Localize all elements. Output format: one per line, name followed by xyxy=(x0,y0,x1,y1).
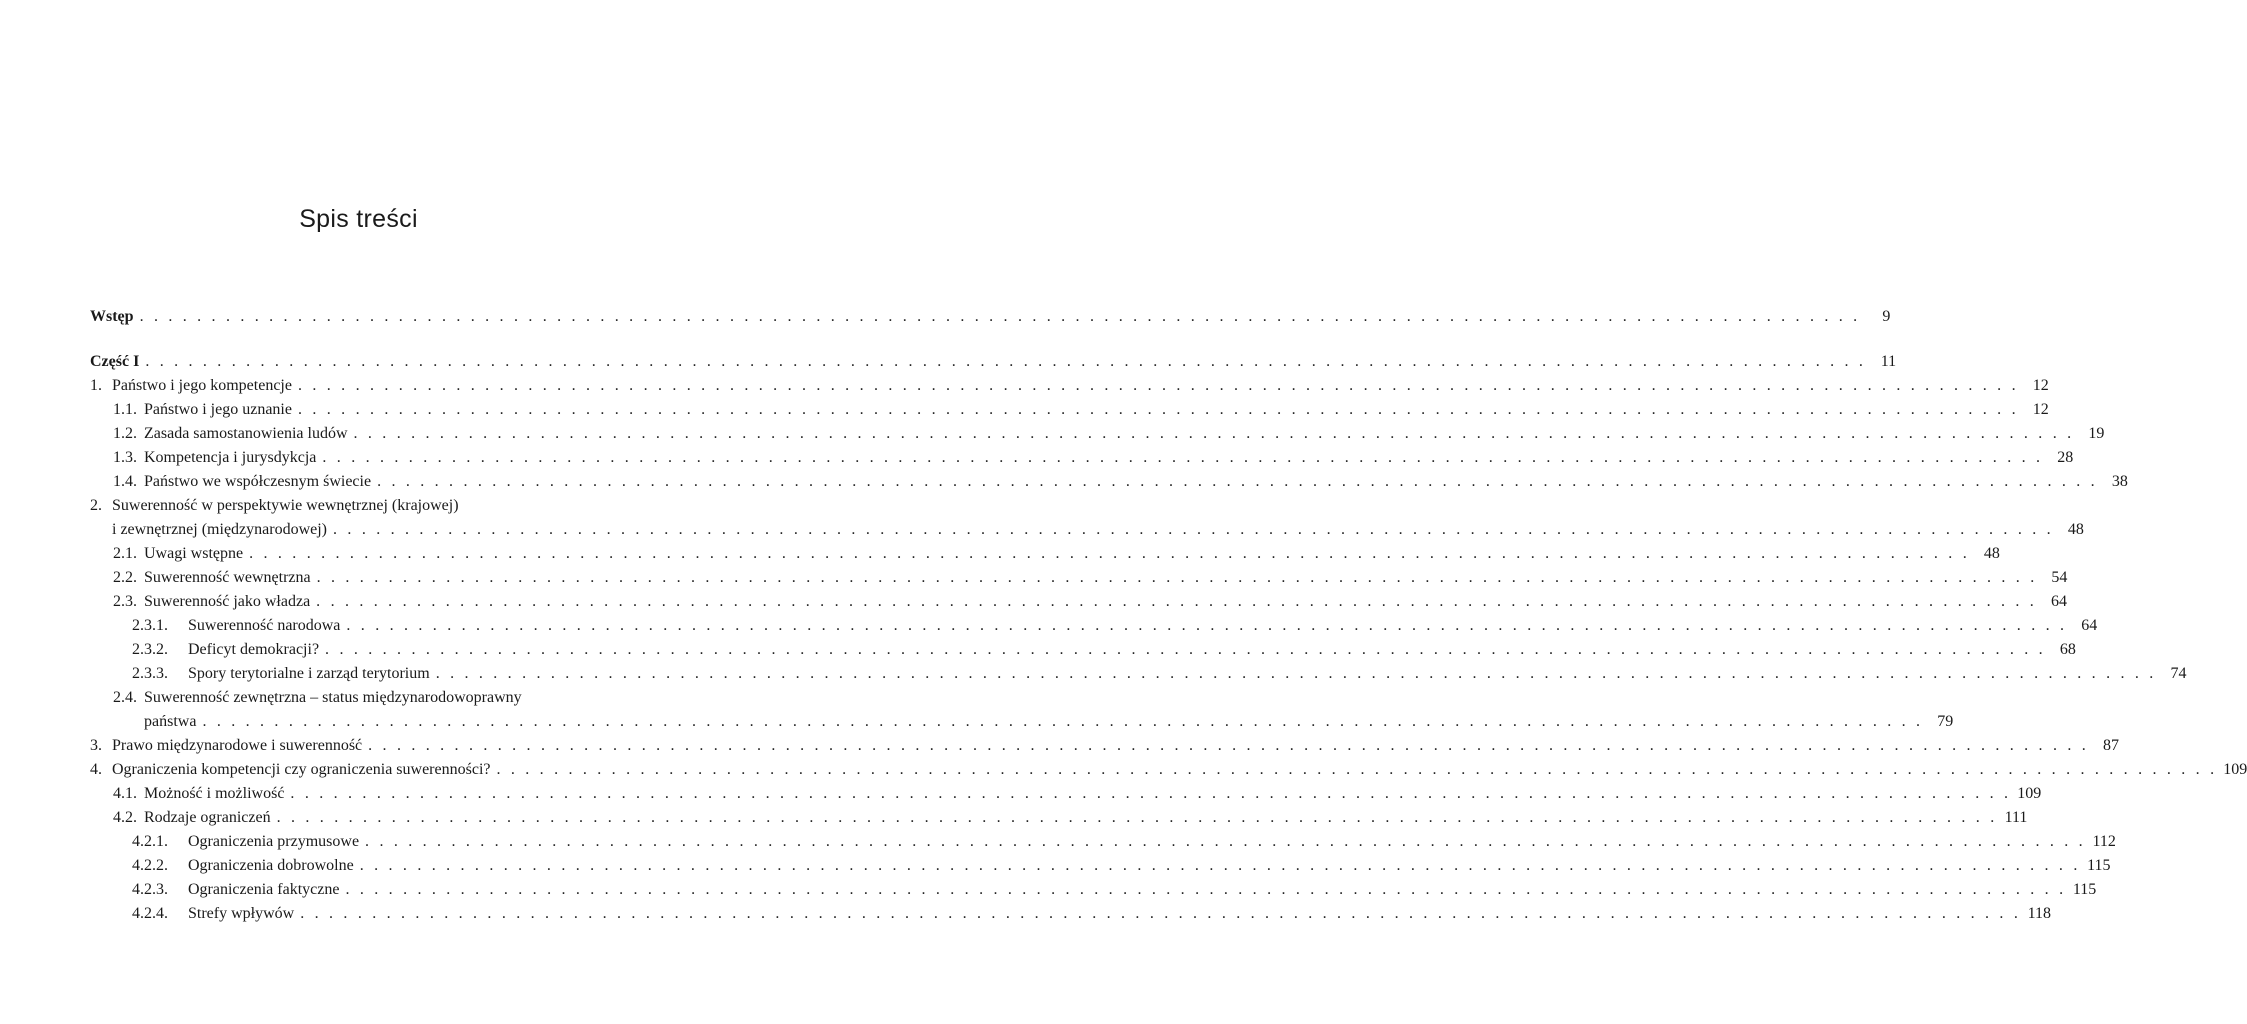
dot-leader: . . . . . . . . . . . . . . . . . . . . . . . . . . . . . . . . . . . . . . . . . . . . . . . . . . . . . . . . . . . . . . . . . . . . . . . . . . . . . . . . . . . . . . . . . . . . . . . . . . . . . . . . . . . . . . . . . . . . . . . . xyxy=(325,641,2046,658)
toc-entry-page-number: 74 xyxy=(2170,665,2187,682)
dot-leader: . . . . . . . . . . . . . . . . . . . . . . . . . . . . . . . . . . . . . . . . . . . . . . . . . . . . . . . . . . . . . . . . . . . . . . . . . . . . . . . . . . . . . . . . . . . . . . . . . . . . . . . . . . . . . . . . . . . . . . . . xyxy=(496,761,2218,778)
dot-leader: . . . . . . . . . . . . . . . . . . . . . . . . . . . . . . . . . . . . . . . . . . . . . . . . . . . . . . . . . . . . . . . . . . . . . . . . . . . . . . . . . . . . . . . . . . . . . . . . . . . . . . . . . . . . . . . . . . . . . . . . xyxy=(333,521,2054,538)
toc-entry xyxy=(90,470,2128,494)
toc-entry xyxy=(90,542,2000,566)
toc-entry xyxy=(90,854,2111,878)
toc-entry xyxy=(90,305,1891,329)
toc-entry-number: 2.4. xyxy=(113,689,137,706)
toc-entry-title-line1: Suwerenność w perspektywie wewnętrznej (krajowej) xyxy=(112,497,459,514)
toc-entry-number: 4.2.3. xyxy=(132,881,168,898)
toc-entry xyxy=(90,422,2105,446)
toc-entry-page-number: 12 xyxy=(2032,401,2049,418)
toc-entry-title: Możność i możliwość xyxy=(144,785,285,802)
dot-leader: . . . . . . . . . . . . . . . . . . . . . . . . . . . . . . . . . . . . . . . . . . . . . . . . . . . . . . . . . . . . . . . . . . . . . . . . . . . . . . . . . . . . . . . . . . . . . . . . . . . . . . . . . . . . . . . . . . . . . . . . xyxy=(316,569,2038,586)
dot-leader: . . . . . . . . . . . . . . . . . . . . . . . . . . . . . . . . . . . . . . . . . . . . . . . . . . . . . . . . . . . . . . . . . . . . . . . . . . . . . . . . . . . . . . . . . . . . . . . . . . . . . . . . . . . . . . . . . . . . . . . . xyxy=(145,353,1867,370)
toc-entry-title: Suwerenność wewnętrzna xyxy=(144,569,311,586)
table-of-contents xyxy=(90,305,2247,926)
toc-entry-title: Ograniczenia przymusowe xyxy=(188,833,360,850)
toc-entry xyxy=(90,590,2067,614)
toc-entry-page-number: 79 xyxy=(1937,713,1954,730)
toc-entry-number: 1.2. xyxy=(113,425,137,442)
toc-entry-page-number: 11 xyxy=(1880,353,1897,370)
toc-entry-page-number: 64 xyxy=(2081,617,2098,634)
toc-entry-title: Ograniczenia kompetencji czy ograniczenia suwerenności? xyxy=(112,761,491,778)
toc-entry-number: 2.3.3. xyxy=(132,665,168,682)
dot-leader: . . . . . . . . . . . . . . . . . . . . . . . . . . . . . . . . . . . . . . . . . . . . . . . . . . . . . . . . . . . . . . . . . . . . . . . . . . . . . . . . . . . . . . . . . . . . . . . . . . . . . . . . . . . . . . . . . . . . . . . . xyxy=(346,617,2068,634)
dot-leader: . . . . . . . . . . . . . . . . . . . . . . . . . . . . . . . . . . . . . . . . . . . . . . . . . . . . . . . . . . . . . . . . . . . . . . . . . . . . . . . . . . . . . . . . . . . . . . . . . . . . . . . . . . . . . . . . . . . . . . . . xyxy=(316,593,2037,610)
toc-entry xyxy=(90,662,2187,686)
toc-entry xyxy=(90,734,2119,758)
toc-entry-number: 2.3.2. xyxy=(132,641,168,658)
toc-entry xyxy=(90,446,2074,470)
toc-entry xyxy=(90,830,2116,854)
toc-entry xyxy=(90,566,2068,590)
toc-entry-title: Spory terytorialne i zarząd terytorium xyxy=(188,665,430,682)
dot-leader: . . . . . . . . . . . . . . . . . . . . . . . . . . . . . . . . . . . . . . . . . . . . . . . . . . . . . . . . . . . . . . . . . . . . . . . . . . . . . . . . . . . . . . . . . . . . . . . . . . . . . . . . . . . . . . . . . . . . . . . . xyxy=(300,905,2022,922)
toc-entry-page-number: 118 xyxy=(2027,905,2052,922)
toc-entry xyxy=(90,398,2049,422)
dot-leader: . . . . . . . . . . . . . . . . . . . . . . . . . . . . . . . . . . . . . . . . . . . . . . . . . . . . . . . . . . . . . . . . . . . . . . . . . . . . . . . . . . . . . . . . . . . . . . . . . . . . . . . . . . . . . . . . . . . . . . . . xyxy=(249,545,1970,562)
toc-entry xyxy=(90,686,1954,734)
toc-entry-number: 1.4. xyxy=(113,473,137,490)
toc-entry-number: 2.1. xyxy=(113,545,137,562)
toc-entry-page-number: 19 xyxy=(2088,425,2105,442)
toc-entry-title: Deficyt demokracji? xyxy=(188,641,320,658)
page-title: Spis treści xyxy=(299,205,418,233)
toc-entry xyxy=(90,782,2042,806)
toc-entry-page-number: 38 xyxy=(2111,473,2128,490)
toc-entry-title: i zewnętrznej (międzynarodowej) xyxy=(112,521,328,538)
toc-entry-page-number: 87 xyxy=(2102,737,2119,754)
toc-entry-first-line xyxy=(113,686,627,710)
toc-entry-title: Państwo we współczesnym świecie xyxy=(144,473,372,490)
toc-entry-number: 2.2. xyxy=(113,569,137,586)
toc-entry-page-number: 48 xyxy=(2067,521,2084,538)
dot-leader: . . . . . . . . . . . . . . . . . . . . . . . . . . . . . . . . . . . . . . . . . . . . . . . . . . . . . . . . . . . . . . . . . . . . . . . . . . . . . . . . . . . . . . . . . . . . . . . . . . . . . . . . . . . . . . . . . . . . . . . . xyxy=(290,785,2012,802)
dot-leader: . . . . . . . . . . . . . . . . . . . . . . . . . . . . . . . . . . . . . . . . . . . . . . . . . . . . . . . . . . . . . . . . . . . . . . . . . . . . . . . . . . . . . . . . . . . . . . . . . . . . . . . . . . . . . . . . . . . . . . . . xyxy=(359,857,2081,874)
toc-entry xyxy=(90,878,2097,902)
toc-entry-page-number: 112 xyxy=(2092,833,2116,850)
toc-entry-title: Zasada samostanowienia ludów xyxy=(144,425,348,442)
dot-leader: . . . . . . . . . . . . . . . . . . . . . . . . . . . . . . . . . . . . . . . . . . . . . . . . . . . . . . . . . . . . . . . . . . . . . . . . . . . . . . . . . . . . . . . . . . . . . . . . . . . . . . . . . . . . . . . . . . . . . . . . xyxy=(377,473,2098,490)
dot-leader: . . . . . . . . . . . . . . . . . . . . . . . . . . . . . . . . . . . . . . . . . . . . . . . . . . . . . . . . . . . . . . . . . . . . . . . . . . . . . . . . . . . . . . . . . . . . . . . . . . . . . . . . . . . . . . . . . . . . . . . . xyxy=(368,737,2089,754)
toc-entry-title: Strefy wpływów xyxy=(188,905,295,922)
toc-entry-title: Kompetencja i jurysdykcja xyxy=(144,449,317,466)
toc-entry-number: 1.3. xyxy=(113,449,137,466)
toc-entry-number: 2.3. xyxy=(113,593,137,610)
toc-entry-page-number: 54 xyxy=(2051,569,2068,586)
dot-leader: . . . . . . . . . . . . . . . . . . . . . . . . . . . . . . . . . . . . . . . . . . . . . . . . . . . . . . . . . . . . . . . . . . . . . . . . . . . . . . . . . . . . . . . . . . . . . . . . . . . . . . . . . . . . . . . . . . . . . . . . xyxy=(345,881,2067,898)
toc-entry-title-line1: Suwerenność zewnętrzna – status międzynarodowoprawny xyxy=(144,689,522,706)
toc-entry-page-number: 48 xyxy=(1983,545,2000,562)
toc-entry xyxy=(90,758,2247,782)
toc-entry-page-number: 115 xyxy=(2087,857,2111,874)
toc-entry-number: 2.3.1. xyxy=(132,617,168,634)
toc-entry-number: 4.2.1. xyxy=(132,833,168,850)
dot-leader: . . . . . . . . . . . . . . . . . . . . . . . . . . . . . . . . . . . . . . . . . . . . . . . . . . . . . . . . . . . . . . . . . . . . . . . . . . . . . . . . . . . . . . . . . . . . . . . . . . . . . . . . . . . . . . . . . . . . . . . . xyxy=(202,713,1924,730)
toc-entry-title: Część I xyxy=(90,353,140,370)
dot-leader: . . . . . . . . . . . . . . . . . . . . . . . . . . . . . . . . . . . . . . . . . . . . . . . . . . . . . . . . . . . . . . . . . . . . . . . . . . . . . . . . . . . . . . . . . . . . . . . . . . . . . . . . . . . . . . . . . . . . . . . . xyxy=(435,665,2157,682)
toc-entry-title: Ograniczenia faktyczne xyxy=(188,881,340,898)
toc-entry-page-number: 64 xyxy=(2050,593,2067,610)
toc-entry-title: Suwerenność jako władza xyxy=(144,593,311,610)
toc-entry-page-number: 115 xyxy=(2072,881,2097,898)
toc-entry-title: Wstęp xyxy=(90,308,134,325)
dot-leader: . . . . . . . . . . . . . . . . . . . . . . . . . . . . . . . . . . . . . . . . . . . . . . . . . . . . . . . . . . . . . . . . . . . . . . . . . . . . . . . . . . . . . . . . . . . . . . . . . . . . . . . . . . . . . . . . . . . . . . . . xyxy=(365,833,2086,850)
toc-entry-number: 1.1. xyxy=(113,401,137,418)
toc-entry-number: 4.2.2. xyxy=(132,857,168,874)
toc-entry-title: Prawo międzynarodowe i suwerenność xyxy=(112,737,363,754)
toc-entry-number: 1. xyxy=(90,377,102,394)
toc-entry-number: 2. xyxy=(90,497,102,514)
dot-leader: . . . . . . . . . . . . . . . . . . . . . . . . . . . . . . . . . . . . . . . . . . . . . . . . . . . . . . . . . . . . . . . . . . . . . . . . . . . . . . . . . . . . . . . . . . . . . . . . . . . . . . . . . . . . . . . . . . . . . . . . xyxy=(297,401,2019,418)
dot-leader: . . . . . . . . . . . . . . . . . . . . . . . . . . . . . . . . . . . . . . . . . . . . . . . . . . . . . . . . . . . . . . . . . . . . . . . . . . . . . . . . . . . . . . . . . . . . . . . . . . . . . . . . . . . . . . . . . . . . . . . . xyxy=(139,308,1861,325)
toc-entry-page-number: 9 xyxy=(1882,308,1891,325)
toc-entry-first-line xyxy=(90,494,627,518)
toc-entry-number: 4. xyxy=(90,761,102,778)
toc-entry xyxy=(90,494,2084,542)
toc-entry-title: Uwagi wstępne xyxy=(144,545,244,562)
toc-entry-title: Rodzaje ograniczeń xyxy=(144,809,271,826)
toc-entry xyxy=(90,902,2052,926)
toc-entry-number: 4.1. xyxy=(113,785,137,802)
toc-entry xyxy=(90,806,2028,830)
toc-entry-title: Ograniczenia dobrowolne xyxy=(188,857,354,874)
toc-entry xyxy=(90,350,1897,374)
dot-leader: . . . . . . . . . . . . . . . . . . . . . . . . . . . . . . . . . . . . . . . . . . . . . . . . . . . . . . . . . . . . . . . . . . . . . . . . . . . . . . . . . . . . . . . . . . . . . . . . . . . . . . . . . . . . . . . . . . . . . . . . xyxy=(322,449,2044,466)
toc-entry-page-number: 111 xyxy=(2004,809,2028,826)
toc-entry xyxy=(90,374,2049,398)
toc-entry-number: 4.2.4. xyxy=(132,905,168,922)
toc-entry-title: państwa xyxy=(144,713,197,730)
dot-leader: . . . . . . . . . . . . . . . . . . . . . . . . . . . . . . . . . . . . . . . . . . . . . . . . . . . . . . . . . . . . . . . . . . . . . . . . . . . . . . . . . . . . . . . . . . . . . . . . . . . . . . . . . . . . . . . . . . . . . . . . xyxy=(297,377,2019,394)
toc-entry-title: Państwo i jego uznanie xyxy=(144,401,292,418)
toc-entry-page-number: 109 xyxy=(2223,761,2247,778)
toc-entry-title: Państwo i jego kompetencje xyxy=(112,377,292,394)
toc-entry-number: 3. xyxy=(90,737,102,754)
dot-leader: . . . . . . . . . . . . . . . . . . . . . . . . . . . . . . . . . . . . . . . . . . . . . . . . . . . . . . . . . . . . . . . . . . . . . . . . . . . . . . . . . . . . . . . . . . . . . . . . . . . . . . . . . . . . . . . . . . . . . . . . xyxy=(353,425,2075,442)
dot-leader: . . . . . . . . . . . . . . . . . . . . . . . . . . . . . . . . . . . . . . . . . . . . . . . . . . . . . . . . . . . . . . . . . . . . . . . . . . . . . . . . . . . . . . . . . . . . . . . . . . . . . . . . . . . . . . . . . . . . . . . . xyxy=(276,809,1998,826)
toc-entry-title: Suwerenność narodowa xyxy=(188,617,341,634)
toc-entry-page-number: 12 xyxy=(2032,377,2049,394)
toc-entry-page-number: 109 xyxy=(2017,785,2042,802)
toc-entry xyxy=(90,638,2076,662)
toc-entry-number: 4.2. xyxy=(113,809,137,826)
toc-entry-page-number: 68 xyxy=(2059,641,2076,658)
toc-entry xyxy=(90,614,2098,638)
toc-entry-page-number: 28 xyxy=(2057,449,2074,466)
